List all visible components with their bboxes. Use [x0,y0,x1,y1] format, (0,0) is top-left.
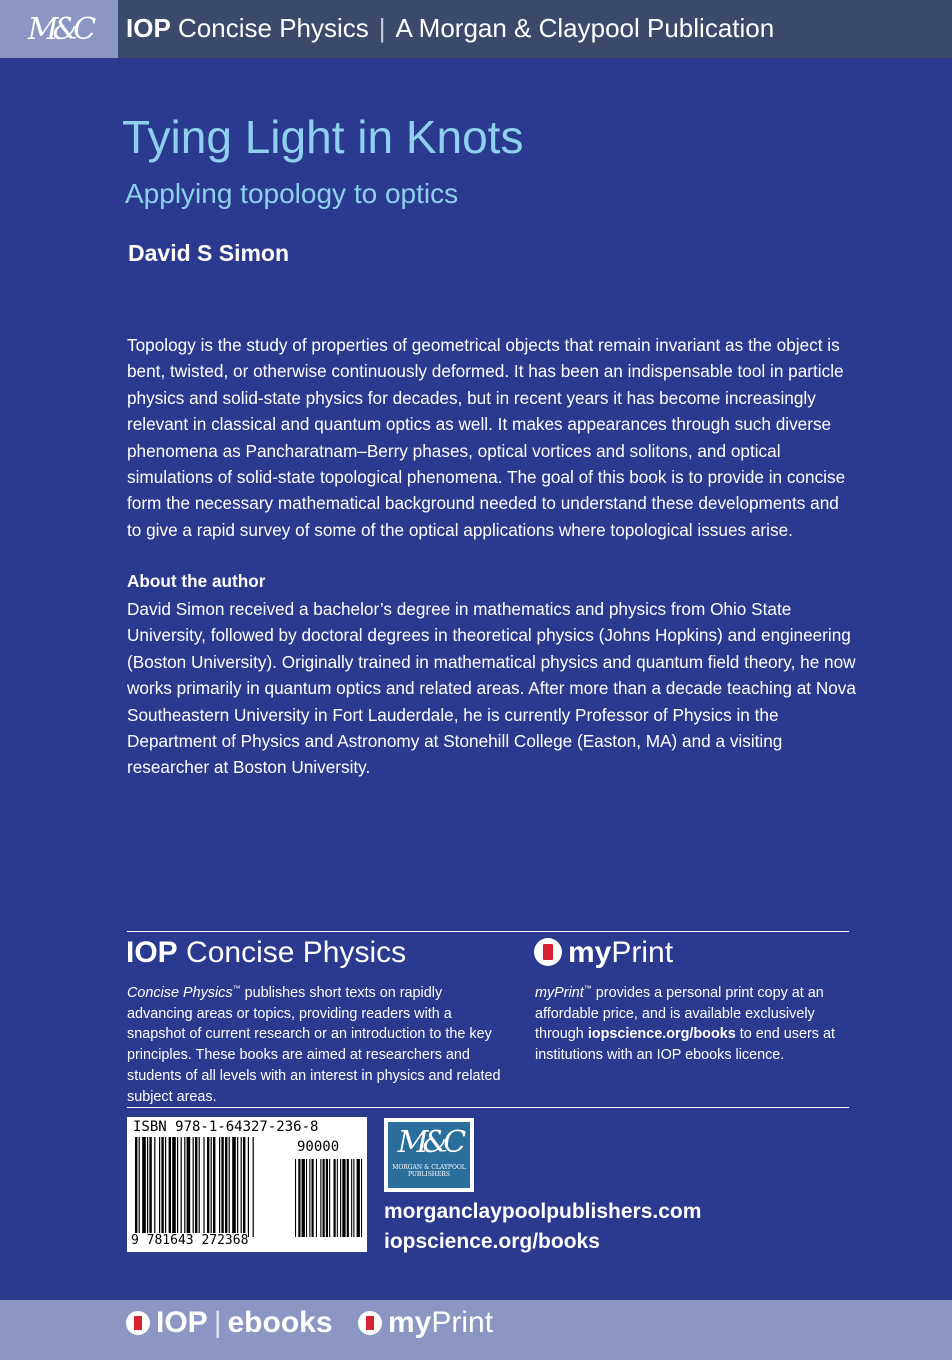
barcode-bar [195,1137,197,1237]
barcode-bar [241,1137,242,1237]
footer-iop: IOP [156,1306,208,1339]
isbn-number: ISBN 978-1-64327-236-8 [133,1119,319,1135]
barcode-bar [165,1137,166,1237]
myprint-icon [534,938,562,966]
publisher-url[interactable]: morganclaypoolpublishers.com [384,1200,702,1223]
barcode-bar [221,1137,223,1237]
publisher-logo-name: MORGAN & CLAYPOOL PUBLISHERS [392,1164,466,1178]
myprint-link[interactable]: iopscience.org/books [587,1026,736,1043]
concise-name: Concise Physics [186,936,407,969]
divider-top [127,931,849,932]
addon-bar [302,1159,305,1237]
barcode-bar [159,1137,160,1237]
barcode-bar [161,1137,163,1237]
myprint-body-a: provides a personal print copy at an affordable price, and is available exclusively through [535,984,824,1043]
myprint-heading [534,936,673,970]
barcode-bar [181,1137,182,1237]
book-subtitle: Applying topology to optics [125,178,459,209]
addon-bar [334,1159,336,1237]
barcode-bar [187,1137,191,1237]
barcode-bar [243,1137,245,1237]
barcode-bar [147,1137,148,1237]
barcode-bar [199,1137,200,1237]
concise-body: publishes short texts on rapidly advancing areas or topics, providing readers with a snapshot of current research or an introduction to the key principles. These books are aimed at researchers and students of all levels with an interest in physics and related subject areas. [127,984,501,1105]
barcode-bar [219,1137,220,1237]
barcode-bar [184,1137,185,1237]
addon-bar [312,1159,314,1237]
addon-bar [337,1159,338,1237]
about-author-text: David Simon received a bachelor’s degree in mathematics and physics from Ohio State University, followed by doctoral degrees in theoretical physics (Johns Hopkins) and engineering (Boston University). Originally trained in mathematical physics and quantum field theory, he now works primarily in quantum optics and related areas. After more than a decade teaching at Nova Southeastern University in Fort Lauderdale, he is currently Professor of Physics in the Department of Physics and Astronomy at Stonehill College (Easton, MA) and a visiting researcher at Boston University. [127,599,856,778]
barcode-bar [225,1137,227,1237]
myprint-text [535,979,835,1066]
barcode-bar [253,1137,254,1237]
book-author: David S Simon [128,240,290,266]
barcode-bar [135,1137,137,1237]
price-code: 90000 [297,1139,340,1155]
barcode-bar [248,1137,249,1237]
publisher-logo-inner [388,1122,470,1188]
isbn-barcode [127,1117,367,1252]
barcode-bar [232,1137,236,1237]
about-author-heading: About the author [127,571,266,591]
barcode-bar [229,1137,230,1237]
myprint-body-b: to end users at institutions with an IOP ebooks licence. [535,1026,835,1064]
barcode-digits: 9 781643 272368 [131,1233,249,1248]
addon-bar [316,1159,317,1237]
mc-logo-box [0,0,118,58]
addon-bar [357,1159,360,1237]
addon-bar [361,1159,362,1237]
mc-monogram-icon: M&C [27,11,91,47]
concise-physics-heading [126,936,406,970]
myprint-my: my [568,936,612,969]
myprint-footer-logo [358,1306,493,1340]
myprint-lead: myPrint [535,984,584,1001]
iop-icon [126,1311,150,1335]
addon-bar [353,1159,354,1237]
book-description: Topology is the study of properties of geometrical objects that remain invariant as the object is bent, twisted, or otherwise continuously deformed. It has been an indispensable tool in particle physics and solid-state physics for decades, but in recent years it has become increasingly relevant in classical and quantum optics as well. It makes appearances through such diverse phenomena as Pancharatnam–Berry phases, optical vortices and solitons, and optical simulations of solid-state topological phenomena. The goal of this book is to provide in concise form the necessary mathematical background needed to understand these developments and to give a rapid survey of some of the optical applications where topological issues arise. [127,335,846,540]
iop-ebooks-logo [126,1306,333,1340]
publisher-monogram-icon: M&C [397,1125,461,1160]
barcode-bar [177,1137,178,1237]
footer-my: my [388,1306,432,1339]
addon-bar [306,1159,307,1237]
addon-bar [351,1159,352,1237]
barcode-bar [211,1137,212,1237]
barcode-bar [213,1137,215,1237]
barcode-bar [237,1137,238,1237]
myprint-footer-icon [358,1311,382,1335]
myprint-tm: ™ [583,984,592,993]
concise-iop: IOP [126,936,178,969]
barcode-bar [172,1137,176,1237]
series-iop: IOP [126,13,171,43]
concise-tm: ™ [232,984,241,993]
iopscience-url[interactable]: iopscience.org/books [384,1230,600,1253]
addon-bar [340,1159,341,1237]
concise-lead: Concise Physics [127,984,233,1001]
barcode-bar [203,1137,204,1237]
addon-bar [329,1159,330,1237]
barcode-bar [154,1137,155,1237]
barcode-bar [139,1137,140,1237]
barcode-bar [149,1137,151,1237]
top-banner [0,0,952,58]
myprint-print: Print [611,936,674,969]
footer-ebooks: ebooks [227,1306,333,1339]
addon-bar [347,1159,349,1237]
series-title [126,13,774,44]
footer-divider: | [213,1306,222,1339]
series-divider: | [378,13,386,43]
barcode-bar [142,1137,146,1237]
addon-bar [320,1159,321,1237]
footer-print: Print [431,1306,494,1339]
addon-bar [323,1159,325,1237]
addon-bar [309,1159,310,1237]
addon-bar [342,1159,345,1237]
addon-bar [295,1159,296,1237]
bottom-banner [0,1300,952,1360]
series-name: Concise Physics [178,13,369,43]
addon-bar [326,1159,328,1237]
barcode-bar [193,1137,194,1237]
barcode-bar [207,1137,209,1237]
barcode-bars [127,1117,367,1252]
barcode-bar [169,1137,171,1237]
divider-bottom [127,1107,849,1108]
concise-physics-text [127,979,507,1108]
book-title: Tying Light in Knots [122,111,524,163]
publisher-logo [384,1118,474,1192]
addon-bar [298,1159,300,1237]
publication-label: A Morgan & Claypool Publication [395,13,775,43]
